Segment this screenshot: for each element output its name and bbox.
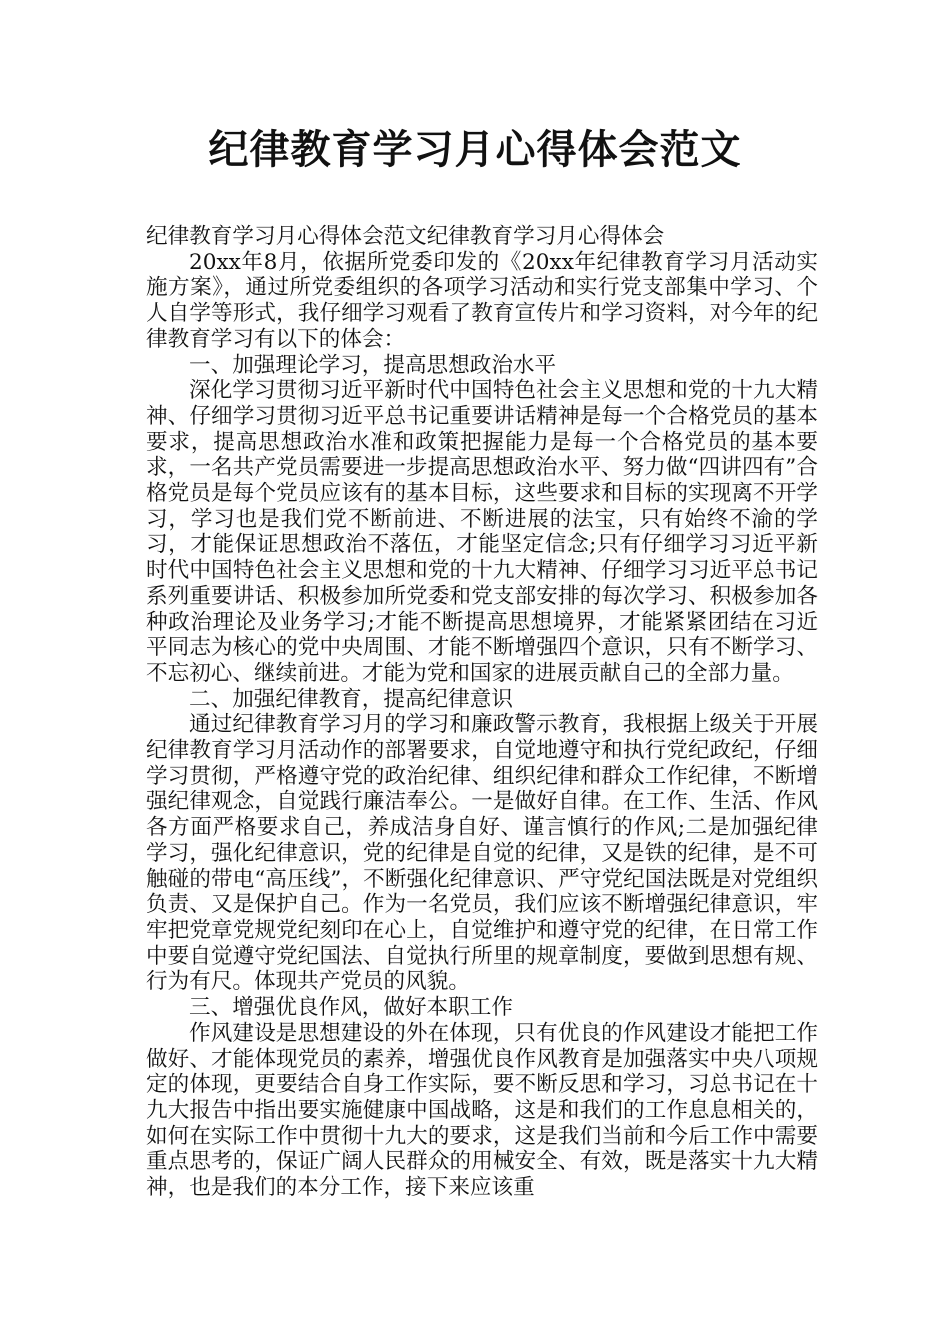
section-paragraph-2: 通过纪律教育学习月的学习和廉政警示教育，我根据上级关于开展纪律教育学习月活动作的部署要求，自觉地遵守和执行党纪政纪，仔细学习贯彻，严格遵守党的政治纪律、组织纪律和群众工作纪律，不断增强纪律观念，自觉践行廉洁奉公。一是做好自律。在工作、生活、作风各方面严格要求自己，养成洁身自好、谨言慎行的作风;二是加强纪律学习，强化纪律意识，党的纪律是自觉的纪律，又是铁的纪律，是不可触碰的带电“高压线”，不断强化纪律意识、严守党纪国法既是对党组织负责、又是保护自己。作为一名党员，我们应该不断增强纪律意识，牢牢把党章党规党纪刻印在心上，自觉维护和遵守党的纪律，在日常工作中要自觉遵守党纪国法、自觉执行所里的规章制度，要做到思想有规、行为有尺。体现共产党员的风貌。	[146, 712, 818, 995]
intro-paragraph: 20xx年8月，依据所党委印发的《20xx年纪律教育学习月活动实施方案》，通过所党委组织的各项学习活动和实行党支部集中学习、个人自学等形式，我仔细学习观看了教育宣传片和学习资料，对今年的纪律教育学习有以下的体会：	[146, 249, 818, 352]
section-heading-2: 二、加强纪律教育，提高纪律意识	[189, 686, 513, 712]
section-paragraph-3: 作风建设是思想建设的外在体现，只有优良的作风建设才能把工作做好、才能体现党员的素养，增强优良作风教育是加强落实中央八项规定的体现，更要结合自身工作实际，要不断反思和学习，习总书记在十九大报告中指出要实施健康中国战略，这是和我们的工作息息相关的，如何在实际工作中贯彻十九大的要求，这是我们当前和今后工作中需要重点思考的，保证广阔人民群众的用械安全、有效，既是落实十九大精神，也是我们的本分工作，接下来应该重	[146, 1020, 818, 1201]
document-title: 纪律教育学习月心得体会范文	[208, 127, 742, 173]
document-body	[146, 224, 818, 1201]
section-paragraph-1: 深化学习贯彻习近平新时代中国特色社会主义思想和党的十九大精神、仔细学习贯彻习近平总书记重要讲话精神是每一个合格党员的基本要求，提高思想政治水准和政策把握能力是每一个合格党员的基本要求，一名共产党员需要进一步提高思想政治水平、努力做“四讲四有”合格党员是每个党员应该有的基本目标，这些要求和目标的实现离不开学习，学习也是我们党不断前进、不断进展的法宝，只有始终不渝的学习，才能保证思想政治不落伍，才能坚定信念;只有仔细学习习近平新时代中国特色社会主义思想和党的十九大精神、仔细学习习近平总书记系列重要讲话、积极参加所党委和党支部安排的每次学习、积极参加各种政治理论及业务学习;才能不断提高思想境界，才能紧紧团结在习近平同志为核心的党中央周围、才能不断增强四个意识，只有不断学习、不忘初心、继续前进。才能为党和国家的进展贡献自己的全部力量。	[146, 378, 818, 686]
section-heading-1: 一、加强理论学习，提高思想政治水平	[189, 352, 557, 378]
section-heading-3: 三、增强优良作风，做好本职工作	[189, 995, 513, 1021]
subtitle-line: 纪律教育学习月心得体会范文纪律教育学习月心得体会	[146, 224, 665, 249]
